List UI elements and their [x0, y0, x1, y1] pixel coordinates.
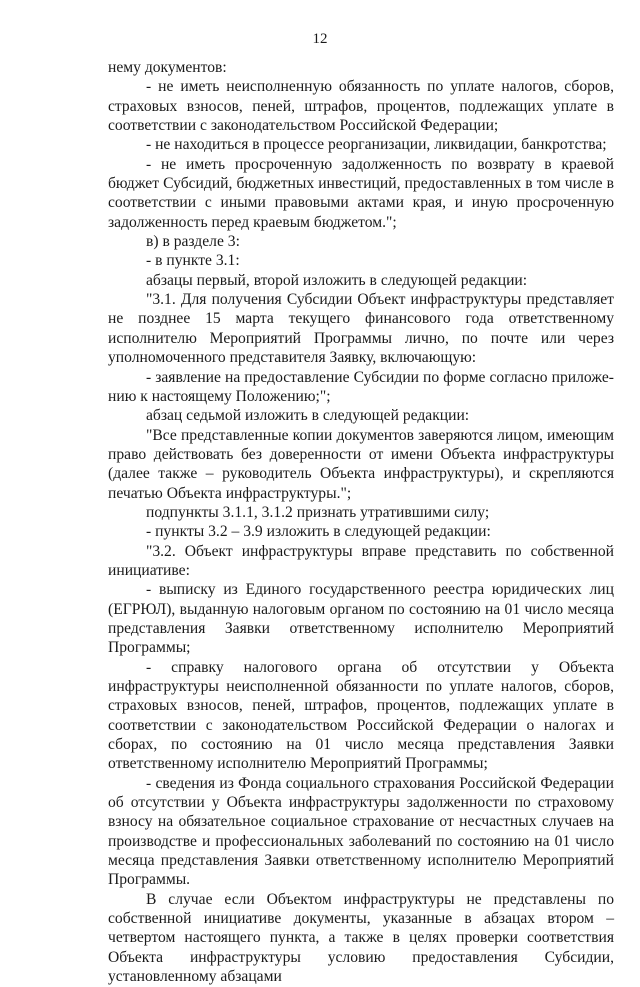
paragraph: - сведения из Фонда социального страхования Российской Федерации об отсутствии у Объекта инфраструктуры задолженности по страховому взносу на обязательное социальное страхование от несчастных случаев на производстве и профессиональных заболеваний по состоянию на 01 число месяца представления Заявки ответственному исполнителю Мероприятий Программы. [108, 774, 614, 889]
paragraph: "3.1. Для получения Субсидии Объект инфраструктуры представляет не позднее 15 марта текущего финансового года ответственному исполнителю Мероприятий Программы лично, по почте или через уполномоченного представителя Заявку, включающую: [108, 291, 614, 367]
paragraph: - пункты 3.2 – 3.9 изложить в следующей редакции: [146, 523, 491, 541]
paragraph: - не находиться в процессе реорганизации, ликвидации, банкротства; [146, 136, 607, 154]
paragraph: - выписку из Единого государственного реестра юридических лиц (ЕГРЮЛ), выданную налоговым органом по состоянию на 01 число месяца представления Заявки ответственному исполнителю Мероприятий Программы; [108, 581, 614, 657]
document-body [108, 58, 614, 987]
paragraph: - не иметь неисполненную обязанность по уплате налогов, сборов, страховых взносов, пеней, штрафов, процентов, подлежащих уплате в соответствии с законодательством Российской Федерации; [108, 78, 614, 135]
paragraph: "3.2. Объект инфраструктуры вправе представить по собственной инициативе: [108, 542, 614, 579]
paragraph: абзацы первый, второй изложить в следующей редакции: [146, 271, 528, 289]
paragraph: - справку налогового органа об отсутствии у Объекта инфраструктуры неисполненной обязанности по уплате налогов, сборов, страховых взносов, пеней, штрафов, процентов, подлежащих уплате в соответствии с законодательством Российской Федерации о налогах и сборах, по состоянию на 01 число месяца представления Заявки ответственному исполнителю Мероприятий Программы; [108, 658, 614, 773]
paragraph: подпункты 3.1.1, 3.1.2 признать утратившими силу; [146, 503, 490, 521]
paragraph: В случае если Объектом инфраструктуры не представлены по собственной инициативе документы, указанные в абзацах втором – четвертом настоящего пункта, а также в целях проверки соответствия Объекта инфраструктуры условию предоставления Субсидии, установленному абзацами [108, 890, 614, 986]
paragraph: - не иметь просроченную задолженность по возврату в краевой бюджет Субсидий, бюджетных инвестиций, предоставленных в том числе в соответствии с иными правовыми актами края, и иную просроченную задолженность перед краевым бюджетом."; [108, 155, 614, 231]
paragraph: нему документов: [108, 59, 227, 76]
paragraph: "Все представленные копии документов заверяются лицом, имеющим право действовать без доверенности от имени Объекта инфраструктуры (далее также – руководитель Объекта инфраструктуры), и скрепляются печатью Объекта инфраструктуры."; [108, 426, 614, 502]
paragraph: в) в разделе 3: [146, 233, 240, 251]
page-number: 12 [312, 31, 328, 47]
paragraph: абзац седьмой изложить в следующей редакции: [146, 407, 470, 425]
paragraph: - в пункте 3.1: [146, 252, 240, 270]
paragraph: - заявление на предоставление Субсидии по форме согласно приложению к настоящему Положению;"; [108, 368, 614, 405]
